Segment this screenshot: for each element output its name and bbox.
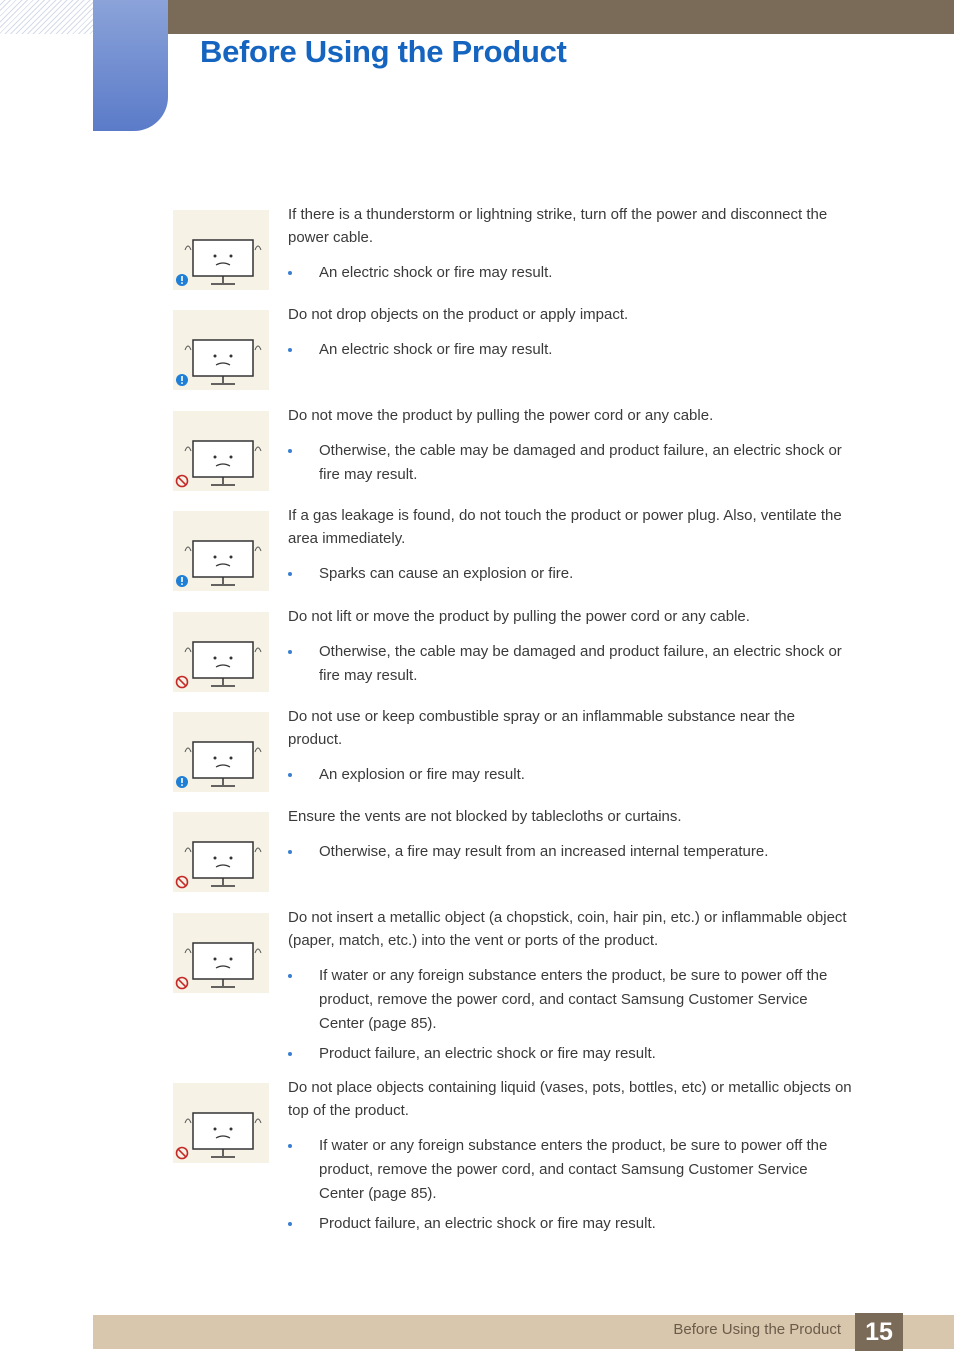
- bullet-icon: [288, 1052, 292, 1056]
- bullet-icon: [288, 850, 292, 854]
- bullet-icon: [288, 348, 292, 352]
- safety-illustration: [173, 812, 269, 892]
- bullet-icon: [288, 449, 292, 453]
- bullet-text: Sparks can cause an explosion or fire.: [319, 565, 574, 582]
- page-title: Before Using the Product: [200, 34, 567, 69]
- header-hatch-decoration: [0, 0, 93, 34]
- bullet-icon: [288, 1222, 292, 1226]
- safety-illustration: [173, 411, 269, 491]
- bullet-icon: [288, 271, 292, 275]
- page-number: 15: [855, 1313, 903, 1351]
- bullet-icon: [288, 974, 292, 978]
- safety-content: [288, 705, 853, 793]
- safety-consequence: [288, 1212, 853, 1236]
- safety-instruction: Ensure the vents are not blocked by tablecloths or curtains.: [288, 808, 682, 825]
- safety-consequence: [288, 840, 853, 864]
- bullet-text: Product failure, an electric shock or fire may result.: [319, 1215, 656, 1232]
- safety-instruction: Do not move the product by pulling the power cord or any cable.: [288, 407, 714, 424]
- prohibited-icon: [177, 1148, 188, 1159]
- bullet-text: Otherwise, the cable may be damaged and product failure, an electric shock or fire may result.: [319, 643, 842, 684]
- bullet-icon: [288, 650, 292, 654]
- safety-content: [288, 906, 853, 1072]
- bullet-text: An explosion or fire may result.: [319, 766, 525, 783]
- safety-instruction: Do not use or keep combustible spray or an inflammable substance near the product.: [288, 708, 795, 748]
- caution-icon: [176, 274, 188, 286]
- chapter-tab: [93, 0, 168, 131]
- safety-illustration: [173, 913, 269, 993]
- safety-illustration: [173, 511, 269, 591]
- bullet-text: An electric shock or fire may result.: [319, 341, 553, 358]
- bullet-text: Otherwise, a fire may result from an increased internal temperature.: [319, 843, 769, 860]
- safety-content: [288, 303, 853, 368]
- safety-illustration: [173, 612, 269, 692]
- header-bar: [168, 0, 954, 34]
- safety-consequence: [288, 562, 853, 586]
- bullet-text: An electric shock or fire may result.: [319, 264, 553, 281]
- prohibited-icon: [177, 877, 188, 888]
- safety-consequence: [288, 439, 853, 487]
- bullet-text: Otherwise, the cable may be damaged and product failure, an electric shock or fire may result.: [319, 442, 842, 483]
- caution-icon: [176, 776, 188, 788]
- safety-consequence: [288, 763, 853, 787]
- safety-illustration: [173, 712, 269, 792]
- bullet-icon: [288, 572, 292, 576]
- safety-consequence: [288, 964, 853, 1036]
- safety-content: [288, 1076, 853, 1242]
- bullet-text: If water or any foreign substance enters the product, be sure to power off the product, remove the power cord, and contact Samsung Customer Service Center (page 85).: [319, 1137, 828, 1202]
- safety-consequence: [288, 1134, 853, 1206]
- caution-icon: [176, 374, 188, 386]
- safety-content: [288, 805, 853, 870]
- safety-consequence: [288, 640, 853, 688]
- safety-content: [288, 605, 853, 694]
- bullet-icon: [288, 1144, 292, 1148]
- caution-icon: [176, 575, 188, 587]
- bullet-icon: [288, 773, 292, 777]
- safety-instruction: Do not place objects containing liquid (vases, pots, bottles, etc) or metallic objects on top of the product.: [288, 1079, 852, 1119]
- prohibited-icon: [177, 677, 188, 688]
- safety-illustration: [173, 210, 269, 290]
- safety-instruction: If a gas leakage is found, do not touch the product or power plug. Also, ventilate the area immediately.: [288, 507, 842, 547]
- safety-consequence: [288, 1042, 853, 1066]
- safety-instruction: Do not drop objects on the product or apply impact.: [288, 306, 629, 323]
- bullet-text: Product failure, an electric shock or fire may result.: [319, 1045, 656, 1062]
- prohibited-icon: [177, 978, 188, 989]
- footer-section-title: Before Using the Product: [673, 1321, 841, 1338]
- safety-instruction: Do not insert a metallic object (a chopstick, coin, hair pin, etc.) or inflammable object (paper, match, etc.) into the vent or ports of the product.: [288, 909, 847, 949]
- prohibited-icon: [177, 476, 188, 487]
- safety-instruction: If there is a thunderstorm or lightning strike, turn off the power and disconnect the power cable.: [288, 206, 828, 246]
- safety-content: [288, 404, 853, 493]
- bullet-text: If water or any foreign substance enters the product, be sure to power off the product, remove the power cord, and contact Samsung Customer Service Center (page 85).: [319, 967, 828, 1032]
- safety-consequence: [288, 261, 853, 285]
- safety-content: [288, 203, 853, 291]
- safety-content: [288, 504, 853, 592]
- safety-illustration: [173, 310, 269, 390]
- safety-consequence: [288, 338, 853, 362]
- safety-instruction: Do not lift or move the product by pulling the power cord or any cable.: [288, 608, 750, 625]
- safety-illustration: [173, 1083, 269, 1163]
